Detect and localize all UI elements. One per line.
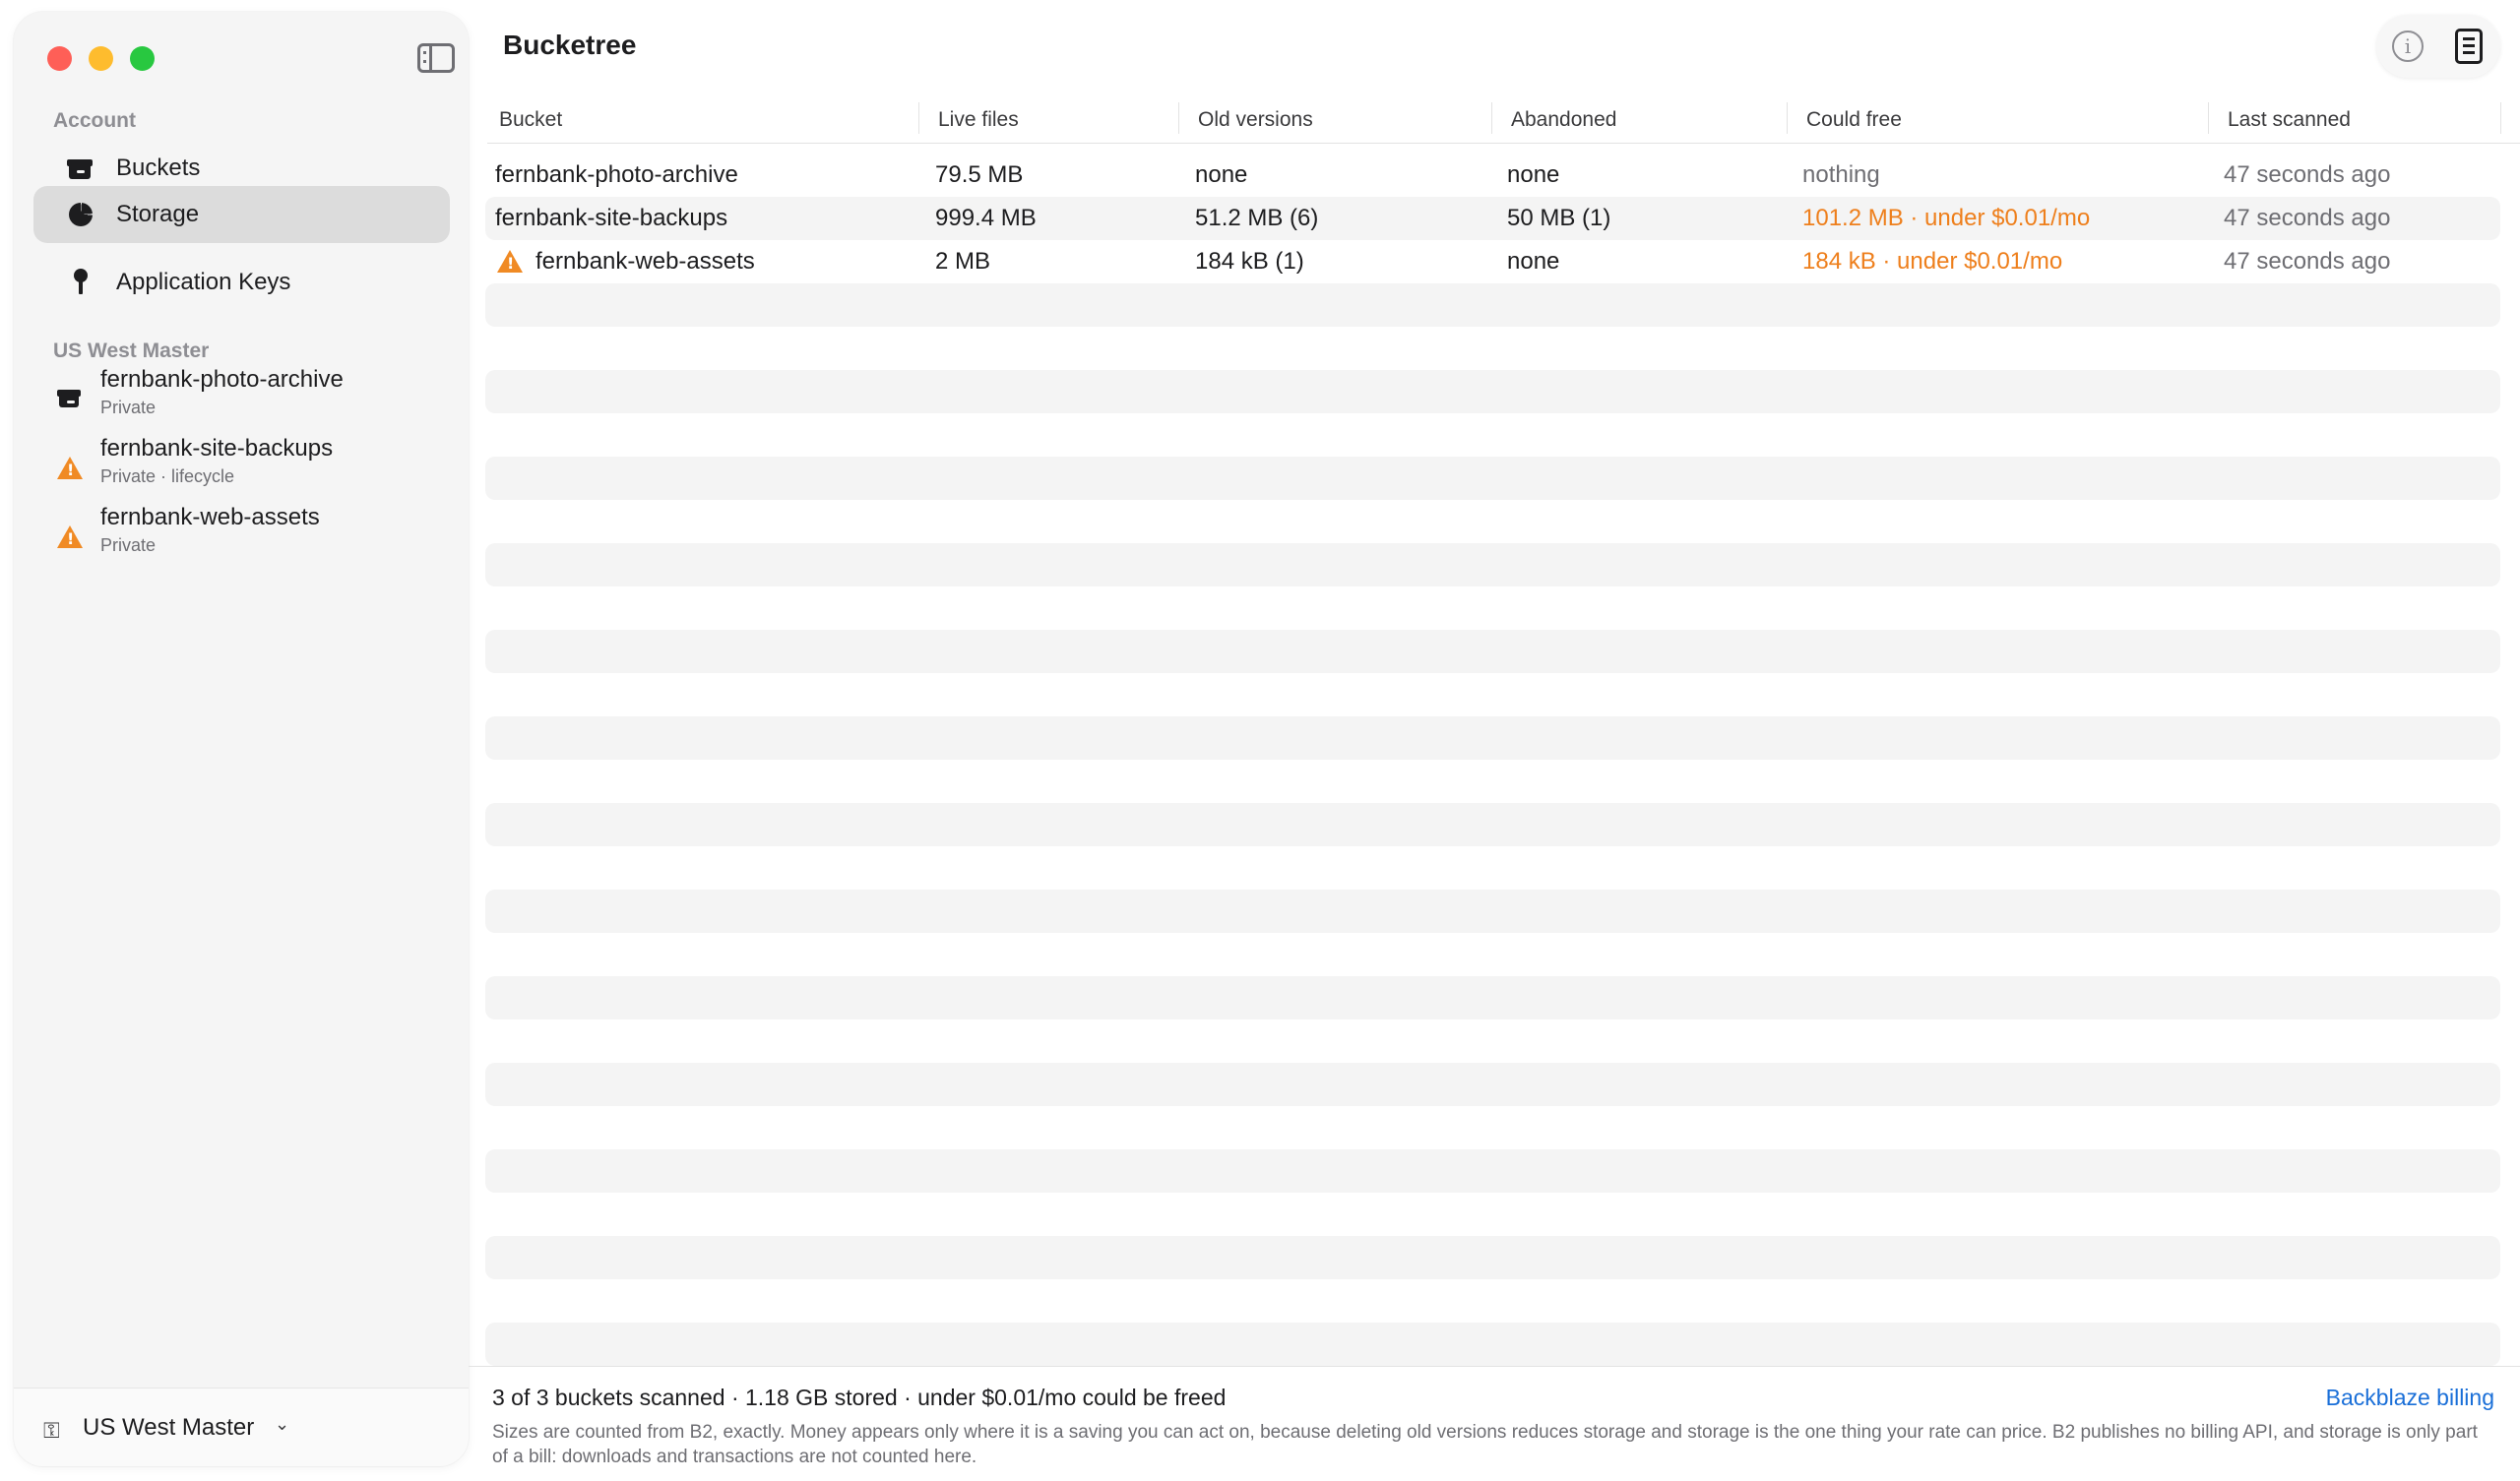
empty-row-stripe xyxy=(485,370,2500,413)
cell-live-files: 999.4 MB xyxy=(935,205,1037,231)
cell-last-scanned: 47 seconds ago xyxy=(2224,205,2391,231)
cell-live-files: 79.5 MB xyxy=(935,161,1024,188)
cell-abandoned: none xyxy=(1507,248,1560,275)
column-header-abandoned[interactable]: Abandoned xyxy=(1511,108,1617,131)
cell-could-free: nothing xyxy=(1802,161,1880,188)
cell-last-scanned: 47 seconds ago xyxy=(2224,161,2391,188)
empty-row-stripe xyxy=(485,1236,2500,1279)
cell-old-versions: 184 kB (1) xyxy=(1195,248,1304,275)
status-footer xyxy=(469,1366,2520,1481)
section-title-region: US West Master xyxy=(53,339,210,362)
empty-row-stripe xyxy=(485,457,2500,500)
sidebar-item-application-keys[interactable] xyxy=(33,254,450,311)
sidebar-item-label: Application Keys xyxy=(116,269,291,295)
info-icon[interactable]: i xyxy=(2392,31,2424,62)
account-switcher-label: US West Master xyxy=(83,1414,255,1441)
empty-row-stripe xyxy=(485,1149,2500,1193)
empty-row-stripe xyxy=(485,976,2500,1019)
warning-icon xyxy=(57,457,83,479)
sidebar-item-storage[interactable] xyxy=(33,186,450,243)
empty-row-stripe xyxy=(485,803,2500,846)
pie-chart-icon xyxy=(69,203,93,226)
cell-abandoned: 50 MB (1) xyxy=(1507,205,1611,231)
bucket-visibility: Private · lifecycle xyxy=(100,466,235,486)
table-row[interactable] xyxy=(485,197,2500,240)
cell-bucket: fernbank-site-backups xyxy=(495,205,728,231)
table-row[interactable] xyxy=(485,154,2500,197)
warning-icon xyxy=(497,250,523,273)
window-title: Bucketree xyxy=(503,30,637,60)
sidebar-item-label: Storage xyxy=(116,201,200,227)
column-header-could-free[interactable]: Could free xyxy=(1806,108,1902,131)
sidebar xyxy=(14,12,469,1466)
section-title-account: Account xyxy=(53,109,136,132)
bucket-name: fernbank-web-assets xyxy=(100,504,320,530)
empty-row-stripe xyxy=(485,283,2500,327)
bucket-name: fernbank-photo-archive xyxy=(100,366,344,393)
column-header-bucket[interactable]: Bucket xyxy=(499,108,563,131)
sidebar-toggle-icon[interactable] xyxy=(417,43,455,73)
key-icon: ⚿ xyxy=(43,1418,60,1443)
toolbar-group xyxy=(2376,15,2500,78)
cell-old-versions: none xyxy=(1195,161,1248,188)
column-header-live-files[interactable]: Live files xyxy=(938,108,1019,131)
scan-summary: 3 of 3 buckets scanned · 1.18 GB stored · under $0.01/mo could be freed xyxy=(492,1385,1227,1410)
archive-box-icon xyxy=(59,390,79,407)
empty-row-stripe xyxy=(485,630,2500,673)
cell-could-free: 101.2 MB · under $0.01/mo xyxy=(1802,205,2091,231)
table-header xyxy=(487,102,2520,144)
close-window-button[interactable] xyxy=(47,46,72,71)
zoom-window-button[interactable] xyxy=(130,46,155,71)
bucket-name: fernbank-site-backups xyxy=(100,435,334,462)
key-icon xyxy=(69,269,93,296)
empty-row-stripe xyxy=(485,890,2500,933)
empty-row-stripe xyxy=(485,1063,2500,1106)
account-switcher[interactable] xyxy=(14,1388,469,1466)
bucket-visibility: Private xyxy=(100,398,157,417)
document-icon[interactable] xyxy=(2455,29,2483,64)
sidebar-bucket-site-backups[interactable] xyxy=(53,435,467,496)
archive-box-icon xyxy=(69,159,91,179)
warning-icon xyxy=(57,525,83,548)
sidebar-bucket-photo-archive[interactable] xyxy=(53,366,467,427)
cell-bucket: fernbank-photo-archive xyxy=(495,161,738,188)
cell-old-versions: 51.2 MB (6) xyxy=(1195,205,1319,231)
chevron-down-icon: ⌄ xyxy=(275,1414,290,1434)
cell-bucket: fernbank-web-assets xyxy=(536,248,755,275)
cell-could-free: 184 kB · under $0.01/mo xyxy=(1802,248,2063,275)
empty-row-stripe xyxy=(485,1323,2500,1366)
bucket-visibility: Private xyxy=(100,535,157,555)
column-header-old-versions[interactable]: Old versions xyxy=(1198,108,1313,131)
sidebar-bucket-web-assets[interactable] xyxy=(53,504,467,565)
column-header-last-scanned[interactable]: Last scanned xyxy=(2228,108,2351,131)
sidebar-item-label: Buckets xyxy=(116,154,201,181)
footer-note: Sizes are counted from B2, exactly. Money appears only where it is a saving you can act on, because deleting old versions reduces storage and storage is the one thing your rate can price. B2 publishes no billing API, and storage is only part of a bill: downloads and transactions are not counted here. xyxy=(492,1422,2478,1467)
empty-row-stripe xyxy=(485,716,2500,760)
cell-live-files: 2 MB xyxy=(935,248,991,275)
cell-last-scanned: 47 seconds ago xyxy=(2224,248,2391,275)
empty-row-stripe xyxy=(485,543,2500,586)
cell-abandoned: none xyxy=(1507,161,1560,188)
backblaze-billing-link[interactable]: Backblaze billing xyxy=(2325,1385,2494,1410)
table-row[interactable] xyxy=(485,240,2500,283)
minimize-window-button[interactable] xyxy=(89,46,113,71)
